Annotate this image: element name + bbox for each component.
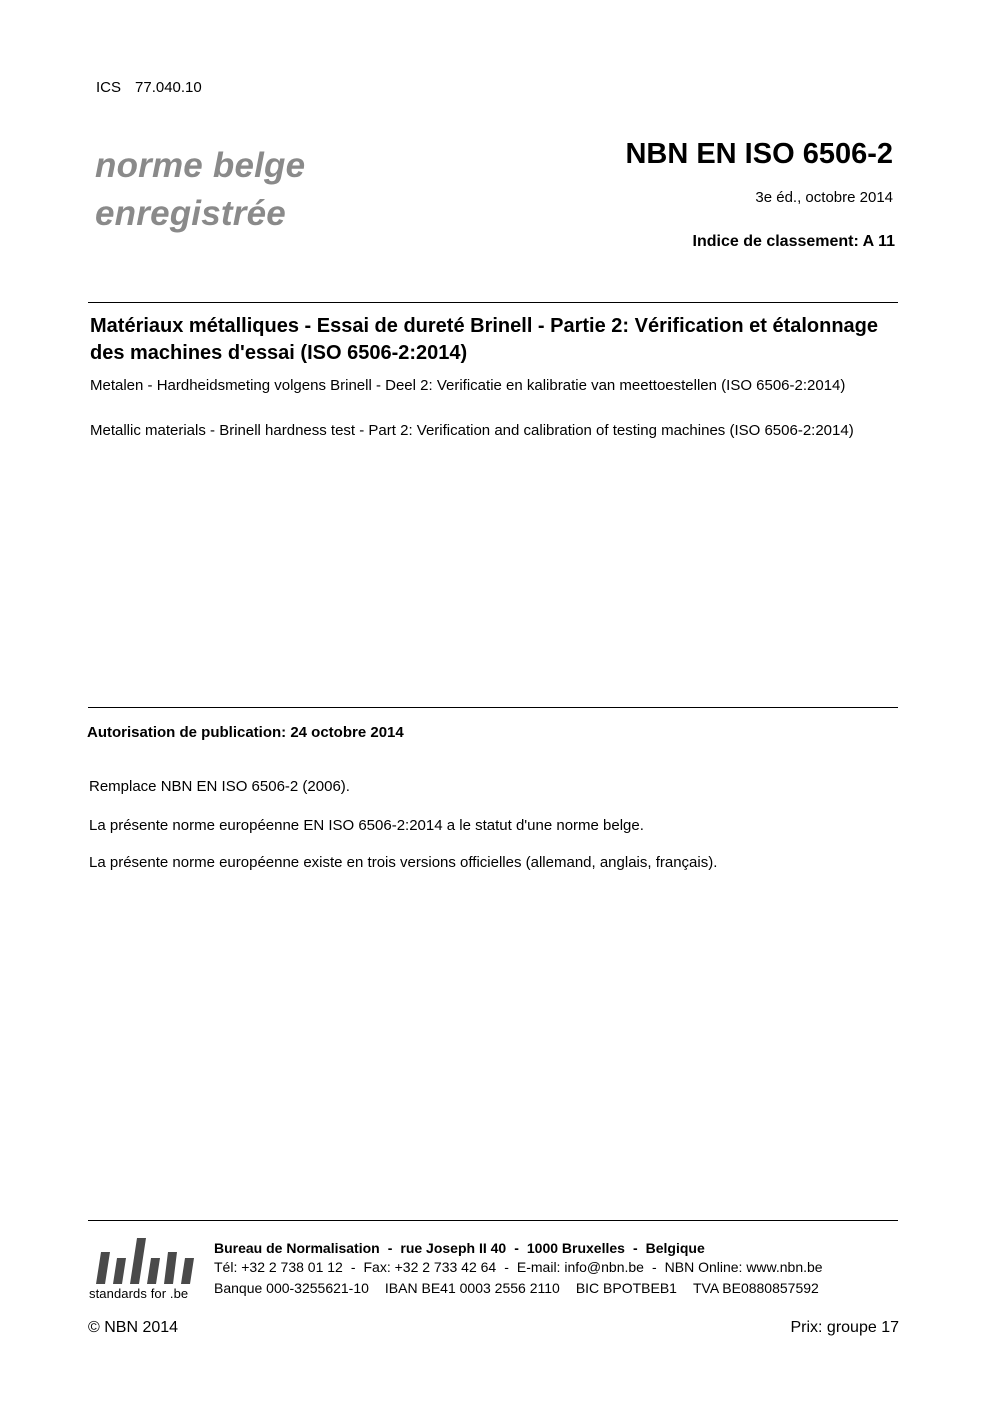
title-french: Matériaux métalliques - Essai de dureté Brinell - Partie 2: Vérification et étalonnage des machines d'essai (ISO 6506-2:2014) [90,315,879,364]
price-group: Prix: groupe 17 [790,1319,899,1336]
footer-address-line: Bureau de Normalisation - rue Joseph II 40 - 1000 Bruxelles - Belgique [214,1240,705,1256]
logo-tagline: standards for .be [89,1286,189,1301]
versions-note: La présente norme européenne existe en trois versions officielles (allemand, anglais, français). [89,854,718,871]
replaces-note: Remplace NBN EN ISO 6506-2 (2006). [89,778,350,795]
footer-divider [88,1220,898,1221]
standard-number: NBN EN ISO 6506-2 [625,138,893,170]
telephone: Tél: +32 2 738 01 12 [214,1259,343,1275]
city: 1000 Bruxelles [526,1240,625,1256]
copyright: © NBN 2014 [88,1319,179,1336]
edition-info: 3e éd., octobre 2014 [755,189,893,206]
brand-line-1: norme belge [95,146,306,185]
country: Belgique [645,1240,705,1256]
email: E-mail: info@nbn.be [516,1259,644,1275]
website: NBN Online: www.nbn.be [664,1259,823,1275]
ics-code: 77.040.10 [135,79,202,96]
footer-bank-line [214,1280,819,1296]
bank-account: Banque 000-3255621-10 [214,1280,369,1296]
publication-authorization: Autorisation de publication: 24 octobre 2014 [87,724,404,741]
org-name: Bureau de Normalisation [214,1240,380,1256]
brand-title [95,142,305,238]
iban: IBAN BE41 0003 2556 2110 [384,1280,560,1296]
footer-contact-line: Tél: +32 2 738 01 12 - Fax: +32 2 733 42 64 - E-mail: info@nbn.be - NBN Online: www.nbn.be [214,1259,823,1275]
title-english: Metallic materials - Brinell hardness test - Part 2: Verification and calibration of testing machines (ISO 6506-2:2014) [90,422,854,439]
status-note: La présente norme européenne EN ISO 6506-2:2014 a le statut d'une norme belge. [89,817,644,834]
title-top-divider [88,302,898,303]
street: rue Joseph II 40 [400,1240,507,1256]
classification-index: Indice de classement: A 11 [692,233,895,250]
publication-divider [88,707,898,708]
ics-label: ICS [96,79,122,96]
bic: BIC BPOTBEB1 [575,1280,677,1296]
title-dutch: Metalen - Hardheidsmeting volgens Brinell - Deel 2: Verificatie en kalibratie van meettoestellen (ISO 6506-2:2014) [90,377,846,394]
vat-number: TVA BE0880857592 [692,1280,819,1296]
ics-classification [96,79,202,96]
fax: Fax: +32 2 733 42 64 [363,1259,497,1275]
brand-line-2: enregistrée [95,194,286,233]
